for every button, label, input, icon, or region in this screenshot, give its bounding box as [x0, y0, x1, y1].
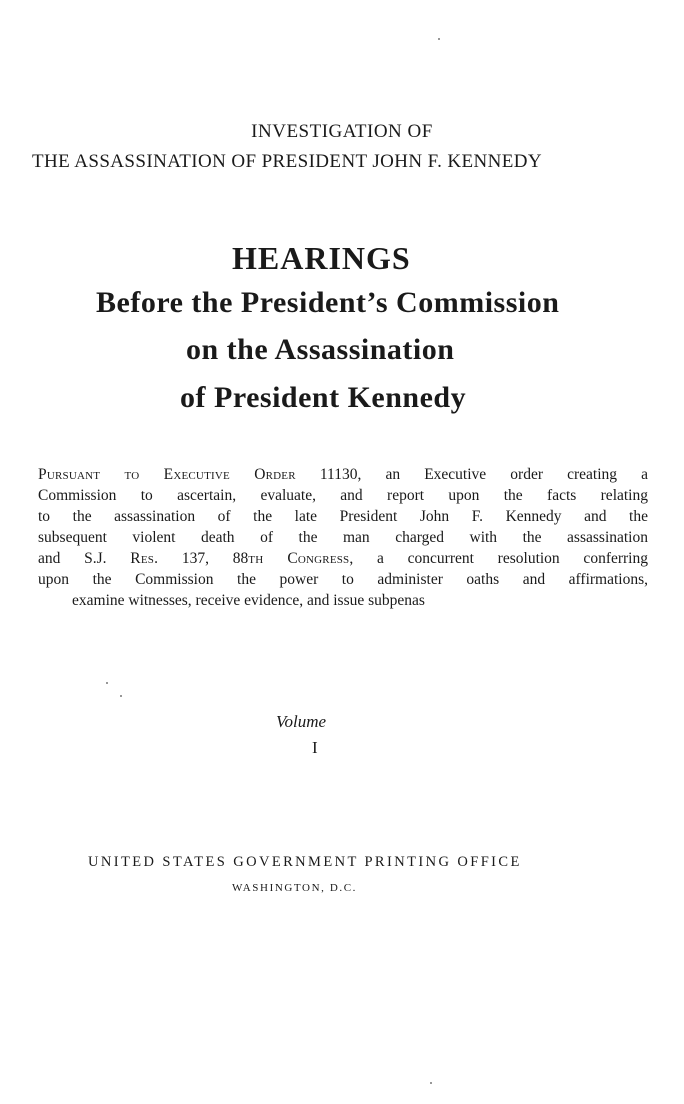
volume-label: Volume [276, 712, 327, 731]
publisher-location: WASHINGTON, D.C. [232, 882, 358, 894]
header-line-1: INVESTIGATION OF [251, 121, 433, 142]
paragraph-line-2: Commission to ascertain, evaluate, and report upon the facts relating [38, 487, 648, 504]
volume-number: I [312, 738, 318, 757]
scan-speck [120, 695, 122, 697]
paragraph-line-1 [38, 465, 648, 485]
paragraph-text: 11130, an Executive order creating a [295, 466, 649, 483]
subtitle-line-3: of President Kennedy [180, 381, 467, 414]
paragraph-line-3: to the assassination of the late President John F. Kennedy and the [38, 508, 648, 525]
paragraph-text: 137, 88 [158, 550, 249, 567]
subtitle-line-1: Before the President’s Commission [96, 286, 560, 319]
paragraph-line-5 [38, 549, 648, 569]
paragraph-line-7: examine witnesses, receive evidence, and issue subpenas [72, 592, 425, 609]
paragraph-line-4: subsequent violent death of the man charged with the assassination [38, 529, 648, 546]
subtitle-line-2: on the Assassination [186, 333, 455, 366]
scan-speck [438, 38, 440, 40]
paragraph-line-6: upon the Commission the power to administer oaths and affirmations, [38, 571, 648, 588]
scan-speck [106, 682, 108, 684]
page-title: HEARINGS [232, 240, 411, 276]
paragraph-smallcaps-text: Res. [130, 550, 159, 567]
paragraph-text: , a concurrent resolution conferring [349, 550, 648, 567]
publisher-name: UNITED STATES GOVERNMENT PRINTING OFFICE [88, 854, 522, 870]
paragraph-text: and S.J. [38, 550, 131, 567]
paragraph-smallcaps-text: Pursuant to Executive Order [38, 466, 296, 483]
header-line-2: THE ASSASSINATION OF PRESIDENT JOHN F. KENNEDY [32, 151, 543, 172]
paragraph-smallcaps-text: th Congress [248, 550, 350, 567]
scan-speck [430, 1082, 432, 1084]
